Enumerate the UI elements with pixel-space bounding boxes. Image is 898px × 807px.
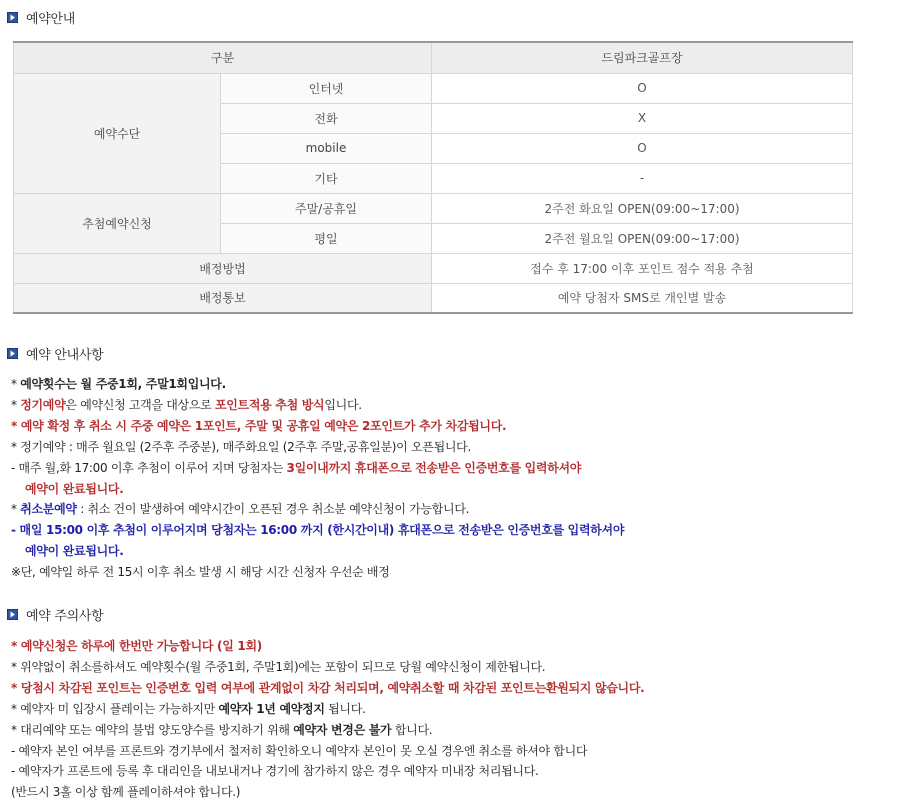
list-item: - 예약자가 프론트에 등록 후 대리인을 내보내거나 경기에 참가하지 않은 경우 예약자 미내장 처리됩니다. — [11, 764, 539, 779]
row-sub-label: mobile — [221, 133, 432, 163]
table-row — [14, 193, 853, 223]
row-value: 2주전 월요일 OPEN(09:00~17:00) — [432, 223, 853, 253]
row-value-assign-method: 접수 후 17:00 이후 포인트 점수 적용 추첨 — [432, 253, 853, 283]
row-value-assign-notice: 예약 당첨자 SMS로 개인별 발송 — [432, 283, 853, 313]
row-value: O — [432, 73, 853, 103]
row-sub-label: 주말/공휴일 — [221, 193, 432, 223]
list-item: * 예약자 미 입장시 플레이는 가능하지만 예약자 1년 예약정지 됩니다. — [11, 701, 366, 716]
row-label-assign-notice: 배정통보 — [14, 283, 432, 313]
row-group-label: 추첨예약신청 — [14, 193, 221, 253]
list-item: 예약이 완료됩니다. — [25, 481, 124, 496]
row-group-label: 예약수단 — [14, 73, 221, 193]
row-value: O — [432, 133, 853, 163]
table-row — [14, 73, 853, 103]
section-title-text: 예약 안내사항 — [26, 347, 104, 363]
header-golf-course: 드림파크골프장 — [432, 42, 853, 73]
row-sub-label: 인터넷 — [221, 73, 432, 103]
list-item: (반드시 3홀 이상 함께 플레이하셔야 합니다.) — [11, 785, 241, 800]
row-sub-label: 평일 — [221, 223, 432, 253]
list-item: * 정기예약 : 매주 월요일 (2주후 주중분), 매주화요일 (2주후 주말,공휴일분)이 오픈됩니다. — [11, 439, 471, 454]
reservation-caution-list — [11, 636, 644, 803]
list-item: * 대리예약 또는 예약의 불법 양도양수를 방지하기 위해 예약자 변경은 불가 합니다. — [11, 722, 433, 737]
list-item: * 정기예약은 예약신청 고객을 대상으로 포인트적용 추첨 방식입니다. — [11, 397, 362, 412]
section-title-text: 예약안내 — [26, 11, 76, 27]
bullet-arrow-icon — [7, 12, 18, 23]
list-item: 예약이 완료됩니다. — [25, 544, 124, 559]
table-row — [14, 253, 853, 283]
bullet-arrow-icon — [7, 348, 18, 359]
reservation-guide-list — [11, 374, 624, 583]
bullet-arrow-icon — [7, 609, 18, 620]
list-item: * 예약신청은 하루에 한번만 가능합니다 (일 1회) — [11, 639, 262, 653]
row-sub-label: 기타 — [221, 163, 432, 193]
list-item: * 예약횟수는 월 주중1회, 주말1회입니다. — [11, 377, 226, 391]
row-value: 2주전 화요일 OPEN(09:00~17:00) — [432, 193, 853, 223]
section-title-reservation-info — [7, 7, 75, 27]
row-value: - — [432, 163, 853, 193]
row-sub-label: 전화 — [221, 103, 432, 133]
list-item: * 위약없이 취소를하셔도 예약횟수(월 주중1회, 주말1회)에는 포함이 되므로 당월 예약신청이 제한됩니다. — [11, 659, 546, 674]
list-item: * 예약 확정 후 취소 시 주중 예약은 1포인트, 주말 및 공휴일 예약은 2포인트가 추가 차감됩니다. — [11, 418, 507, 433]
section-title-reservation-caution — [7, 604, 103, 624]
list-item: - 예약자 본인 여부를 프론트와 경기부에서 철저히 확인하오니 예약자 본인이 못 오실 경우엔 취소를 하셔야 합니다 — [11, 743, 588, 758]
list-item: - 매주 월,화 17:00 이후 추첨이 이루어 지며 당첨자는 3일이내까지 휴대폰으로 전송받은 인증번호를 입력하셔야 — [11, 460, 582, 475]
list-item: * 당첨시 차감된 포인트는 인증번호 입력 여부에 관계없이 차감 처리되며, 예약취소할 때 차감된 포인트는환원되지 않습니다. — [11, 680, 645, 695]
section-title-text: 예약 주의사항 — [26, 608, 104, 624]
reservation-table — [13, 41, 853, 314]
list-item: - 매일 15:00 이후 추첨이 이루어지며 당첨자는 16:00 까지 (한시간이내) 휴대폰으로 전송받은 인증번호를 입력하셔야 — [11, 523, 625, 538]
row-label-assign-method: 배정방법 — [14, 253, 432, 283]
table-header-row — [14, 42, 853, 73]
list-item: ※단, 예약일 하루 전 15시 이후 취소 발생 시 해당 시간 신청자 우선순 배정 — [11, 565, 390, 580]
section-title-reservation-guide — [7, 343, 103, 363]
row-value: X — [432, 103, 853, 133]
header-category: 구분 — [14, 42, 432, 73]
table-row — [14, 283, 853, 313]
list-item: * 취소분예약 : 취소 건이 발생하여 예약시간이 오픈된 경우 취소분 예약신청이 가능합니다. — [11, 502, 470, 517]
